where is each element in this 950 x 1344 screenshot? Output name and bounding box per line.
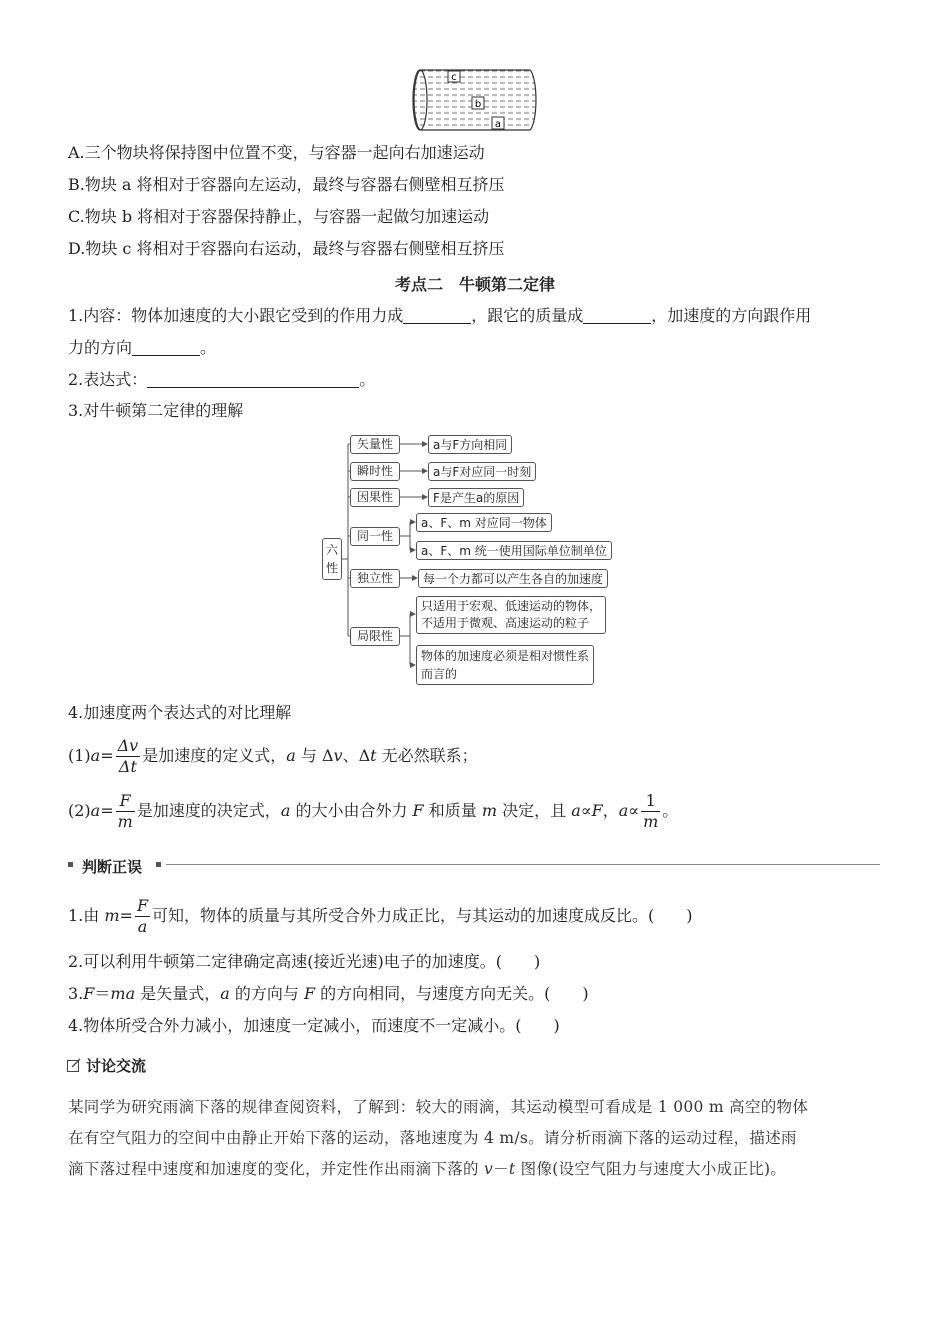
container-cylinder	[412, 68, 540, 134]
option-d: D.物块 c 将相对于容器向右运动，最终与容器右侧壁相互挤压	[68, 239, 505, 258]
content-line-1: 1.内容：物体加速度的大小跟它受到的作用力成 ，跟它的质量成 ，加速度的方向跟作用	[68, 306, 812, 325]
fraction-dv-dt: $\frac{\Delta v}{\Delta t}$	[117, 736, 139, 776]
judge-q2: 2.可以利用牛顿第二定律确定高速(接近光速)电子的加速度。( )	[68, 952, 541, 971]
blank-expression[interactable]	[147, 371, 359, 388]
fraction-f-a: $\frac{F}{a}$	[136, 896, 149, 936]
block-a	[492, 117, 504, 130]
option-a: A.三个物块将保持图中位置不变，与容器一起向右加速运动	[68, 143, 485, 162]
judge-header: 判断正误	[82, 858, 143, 876]
square-bullet-icon	[68, 862, 73, 867]
fraction-1-m: $\frac{1}{m}$	[643, 791, 659, 831]
container-figure	[412, 68, 540, 134]
judge-q4: 4.物体所受合外力减小，加速度一定减小，而速度不一定减小。( )	[68, 1016, 560, 1035]
item-causal: F是产生a的原因	[428, 488, 524, 507]
content-line-2: 2.表达式： 。	[68, 370, 376, 389]
node-independence: 独立性	[350, 569, 400, 588]
item-independence: 每一个力都可以产生各自的加速度	[418, 569, 608, 588]
blank-3[interactable]	[132, 339, 200, 356]
item-limitation-2: 物体的加速度必须是相对惯性系 而言的	[416, 645, 594, 685]
block-c	[448, 71, 460, 83]
formula-definition: (1)a= $\frac{\Delta v}{\Delta t}$ 是加速度的定义式，a 与 Δv、Δt 无必然联系；	[68, 736, 478, 776]
block-b	[472, 97, 484, 110]
judge-q3: 3.F＝ma 是矢量式，a 的方向与 F 的方向相同，与速度方向无关。( )	[68, 984, 589, 1003]
compare-title: 4.加速度两个表达式的对比理解	[68, 703, 292, 722]
header-divider	[166, 864, 880, 865]
blank-1[interactable]	[403, 307, 471, 324]
six-properties-diagram	[320, 430, 630, 690]
diagram-root: 六性	[322, 538, 342, 580]
discuss-header: 讨论交流	[86, 1057, 147, 1075]
judge-q1: 1.由 m= $\frac{F}{a}$ 可知，物体的质量与其所受合外力成正比，与其运动的加速度成反比。( )	[68, 896, 693, 936]
item-identity-1: a、F、m 对应同一物体	[416, 513, 552, 532]
judge-header-bar	[66, 856, 880, 874]
edit-icon	[66, 1057, 82, 1073]
blank-2[interactable]	[583, 307, 651, 324]
option-b: B.物块 a 将相对于容器向左运动，最终与容器右侧壁相互挤压	[68, 175, 505, 194]
discuss-paragraph: 某同学为研究雨滴下落的规律查阅资料，了解到：较大的雨滴，其运动模型可看成是 1 000 m 高空的物体 在有空气阻力的空间中由静止开始下落的运动，落地速度为 4 m/s。请分析雨滴下落的运动过程，描述雨 滴下落过程中速度和加速度的变化，并定性作出雨滴下落的 v－t 图像(设空气阻力与速度大小成正比)。	[68, 1098, 809, 1178]
formula-determination: (2)a= $\frac{F}{m}$ 是加速度的决定式，a 的大小由合外力 F 和质量 m 决定，且 a∝F，a∝ $\frac{1}{m}$ 。	[68, 791, 679, 831]
item-vector: a与F方向相同	[428, 435, 512, 454]
content-line-1b: 力的方向 。	[68, 338, 217, 357]
svg-text:c: c	[451, 72, 457, 83]
node-instant: 瞬时性	[350, 462, 400, 481]
content-line-3: 3.对牛顿第二定律的理解	[68, 401, 244, 420]
section-title: 考点二 牛顿第二定律	[394, 275, 555, 294]
node-vector: 矢量性	[350, 435, 400, 454]
option-c: C.物块 b 将相对于容器保持静止，与容器一起做匀加速运动	[68, 207, 490, 226]
discuss-header-row	[66, 1054, 266, 1076]
svg-text:b: b	[474, 99, 482, 110]
square-bullet-icon	[156, 862, 161, 867]
node-limitation: 局限性	[350, 627, 400, 646]
node-identity: 同一性	[350, 527, 400, 546]
item-instant: a与F对应同一时刻	[428, 462, 536, 481]
node-causal: 因果性	[350, 488, 400, 507]
item-identity-2: a、F、m 统一使用国际单位制单位	[416, 541, 612, 560]
fraction-f-m: $\frac{F}{m}$	[117, 791, 133, 831]
item-limitation-1: 只适用于宏观、低速运动的物体， 不适用于微观、高速运动的粒子	[416, 596, 606, 634]
svg-text:a: a	[494, 119, 502, 130]
